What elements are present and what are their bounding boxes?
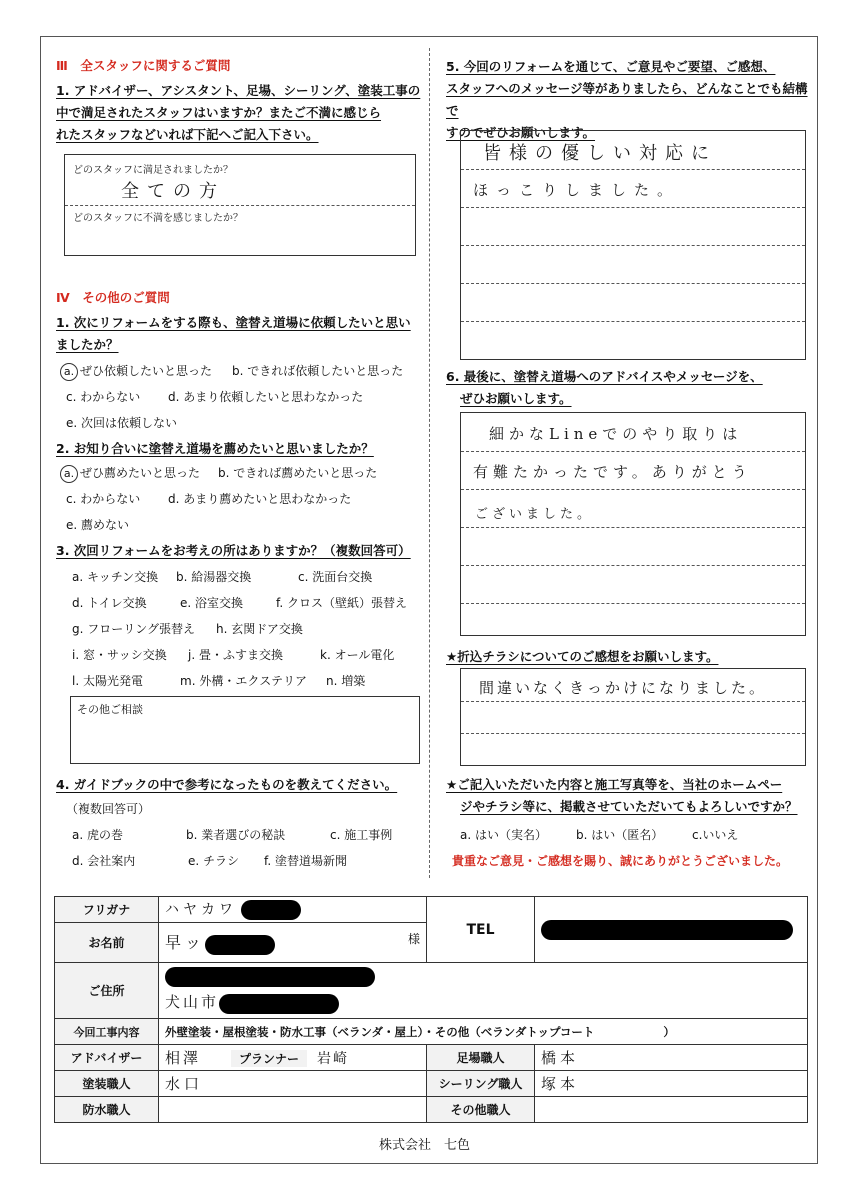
s4-question1: 1. 次にリフォームをする際も、塗替え道場に依頼したいと思い ましたか？ [56,315,411,352]
thanks-message: 貴重なご意見・ご感想を賜り、誠にありがとうございました。 [452,854,789,868]
rule [461,321,805,322]
q5-answer-line1: 皆様の優しい対応に [483,143,717,164]
q1-option-c[interactable]: c. わからない [66,390,141,404]
rule [461,603,805,604]
q6-answer-line3: ございました。 [475,507,595,522]
column-divider [429,48,431,878]
planner-value: 岩崎 [317,1051,350,1067]
redaction-mark [241,900,301,920]
q2-option-b[interactable]: b. できれば薦めたいと思った [218,466,378,480]
redaction-mark [219,994,339,1014]
q4-note: （複数回答可） [66,802,151,816]
advisor-planner-field[interactable] [159,1045,427,1071]
q3-option[interactable]: e. 浴室交換 [180,596,244,610]
q6-answer-line2: 有難たかったです。ありがとう [473,463,752,481]
satisfied-label: どのスタッフに満足されましたか？ [73,165,233,176]
q4-option[interactable]: a. 虎の巻 [72,828,123,842]
rule [461,207,805,208]
q2-option-d[interactable]: d. あまり薦めたいと思わなかった [168,492,352,506]
q4-option[interactable]: d. 会社案内 [72,854,136,868]
publish-option-b[interactable]: b. はい（匿名） [576,828,664,842]
q3-option[interactable]: k. オール電化 [320,648,395,662]
staff-answer-box [64,154,416,256]
section3-heading: Ⅲ 全スタッフに関するご質問 [56,58,231,73]
address-label: ご住所 [55,963,159,1019]
flyer-answer: 間違いなくきっかけになりました。 [479,679,768,697]
name-label: お名前 [55,923,159,963]
rule [461,283,805,284]
rule [461,565,805,566]
rule [461,489,805,490]
q4-option[interactable]: c. 施工事例 [330,828,393,842]
other-label: その他職人 [427,1097,535,1123]
s3-question1: 1. アドバイザー、アシスタント、足場、シーリング、塗装工事の 中で満足されたスタッフはいますか？またご不満に感じら れたスタッフなどいれば下記へご記入下さい。 [56,83,421,142]
s4-question2: 2. お知り合いに塗替え道場を薦めたいと思いましたか？ [56,441,374,456]
q3-option[interactable]: b. 給湯器交換 [176,570,252,584]
q3-option[interactable]: n. 増築 [326,674,366,688]
q2-option-c[interactable]: c. わからない [66,492,141,506]
q5-answer-line2: ほっこりしました。 [473,181,681,199]
planner-label: プランナー [231,1050,307,1067]
sealing-field[interactable] [535,1071,808,1097]
name-suffix: 様 [407,932,420,947]
advisor-value: 相澤 [165,1049,202,1067]
q3-option[interactable]: j. 畳・ふすま交換 [188,648,283,662]
q2-option-e[interactable]: e. 薦めない [66,518,130,532]
furigana-label: フリガナ [55,897,159,923]
redaction-mark [541,920,793,940]
divider [65,205,415,206]
rule [461,733,805,734]
dissatisfied-label: どのスタッフに不満を感じましたか？ [73,213,243,224]
q4-option[interactable]: e. チラシ [188,854,240,868]
sealing-value: 塚本 [541,1075,580,1093]
q1-option-d[interactable]: d. あまり依頼したいと思わなかった [168,390,364,404]
consult-box[interactable] [70,696,420,764]
flyer-question: ★折込チラシについてのご感想をお願いします。 [446,649,719,664]
address-field[interactable] [159,963,808,1019]
q4-option[interactable]: f. 塗替道場新聞 [264,854,347,868]
q4-option[interactable]: b. 業者選びの秘訣 [186,828,286,842]
rule [461,169,805,170]
s4-question4: 4. ガイドブックの中で参考になったものを教えてください。 [56,777,398,792]
consult-label: その他ご相談 [77,703,143,716]
q3-option[interactable]: m. 外構・エクステリア [180,674,307,688]
q6-answer-box[interactable] [460,412,806,636]
advisor-label: アドバイザー [55,1045,159,1071]
q6-answer-line1: 細かなLineでのやり取りは [489,425,743,443]
q3-option[interactable]: g. フローリング張替え [72,622,196,636]
tel-field[interactable] [535,897,808,963]
circle-mark: a. [60,465,78,483]
furigana-field[interactable] [159,897,427,923]
rule [461,245,805,246]
section4-heading: Ⅳ その他のご質問 [56,290,170,305]
question6: 6. 最後に、塗替え道場へのアドバイスやメッセージを、 ぜひお願いします。 [446,369,763,406]
q3-option[interactable]: d. トイレ交換 [72,596,147,610]
q3-option[interactable]: i. 窓・サッシ交換 [72,648,167,662]
q5-answer-box[interactable] [460,130,806,360]
company-name: 株式会社 七色 [378,1138,470,1153]
question5: 5. 今回のリフォームを通じて、ご意見やご要望、ご感想、 スタッフへのメッセージ等がありましたら、どんなことでも結構で すのでぜひお願いします。 [446,59,808,140]
painter-value: 水口 [165,1075,204,1093]
tel-label: TEL [427,897,535,963]
work-label: 今回工事内容 [55,1019,159,1045]
s4-question3: 3. 次回リフォームをお考えの所はありますか？（複数回答可） [56,543,411,558]
redaction-mark [205,935,275,955]
q3-option[interactable]: f. クロス（壁紙）張替え [276,596,407,610]
furigana-value: ハヤカワ [165,901,237,918]
publish-option-c[interactable]: c.いいえ [692,828,739,842]
scaffold-label: 足場職人 [427,1045,535,1071]
flyer-answer-box[interactable] [460,668,806,766]
painter-field[interactable] [159,1071,427,1097]
q1-option-a[interactable]: a. ぜひ依頼したいと思った [60,360,212,382]
satisfied-answer: 全ての方 [121,181,225,202]
customer-info-table [54,896,808,1123]
q3-option[interactable]: a. キッチン交換 [72,570,159,584]
q3-option[interactable]: h. 玄関ドア交換 [216,622,303,636]
publish-question: ★ご記入いただいた内容と施工写真等を、当社のホームペー ジやチラシ等に、掲載させていただいてもよろしいですか？ [446,777,798,814]
work-value: 外壁塗装・屋根塗装・防水工事（ベランダ・屋上）・その他（ベランダトップコート ） [159,1019,808,1045]
waterproof-label: 防水職人 [55,1097,159,1123]
sealing-label: シーリング職人 [427,1071,535,1097]
q3-option[interactable]: c. 洗面台交換 [298,570,373,584]
q3-option[interactable]: l. 太陽光発電 [72,674,143,688]
q1-option-b[interactable]: b. できれば依頼したいと思った [232,364,404,378]
publish-option-a[interactable]: a. はい（実名） [460,828,547,842]
q2-option-a[interactable]: a. ぜひ薦めたいと思った [60,462,200,484]
rule [461,527,805,528]
other-field[interactable] [535,1097,808,1123]
q1-option-e[interactable]: e. 次回は依頼しない [66,416,178,430]
name-field[interactable] [159,923,427,963]
name-value: 早ッ [165,933,206,953]
scaffold-value: 橋本 [541,1049,580,1067]
scaffold-field[interactable] [535,1045,808,1071]
address-value: 犬山市 [165,993,220,1012]
rule [461,701,805,702]
waterproof-field[interactable] [159,1097,427,1123]
rule [461,451,805,452]
redaction-mark [165,967,375,987]
painter-label: 塗装職人 [55,1071,159,1097]
circle-mark: a. [60,363,78,381]
